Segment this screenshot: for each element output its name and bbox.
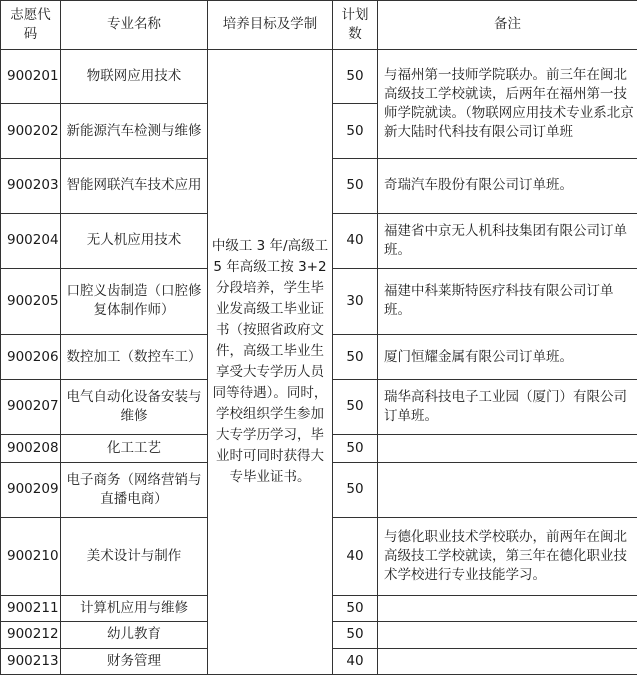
row-remark: 厦门恒耀金属有限公司订单班。 [378, 335, 637, 380]
row-plan: 40 [333, 517, 378, 595]
row-major: 计算机应用与维修 [61, 595, 208, 621]
row-remark: 与德化职业技术学校联办，前两年在闽北高级技工学校就读，第三年在德化职业技术学校进行专业技能学习。 [378, 517, 637, 595]
row-remark: 福建省中京无人机科技集团有限公司订单班。 [378, 213, 637, 268]
row-plan: 50 [333, 434, 378, 462]
row-plan: 40 [333, 648, 378, 674]
row-plan: 50 [333, 380, 378, 435]
row-major: 新能源汽车检测与维修 [61, 104, 208, 159]
header-code: 志愿代码 [1, 1, 61, 50]
row-plan: 30 [333, 268, 378, 335]
row-code: 900205 [1, 268, 61, 335]
row-major: 化工工艺 [61, 434, 208, 462]
row-plan: 50 [333, 622, 378, 648]
header-remark: 备注 [378, 1, 637, 50]
row-code: 900203 [1, 159, 61, 214]
row-major: 电子商务（网络营销与直播电商） [61, 463, 208, 518]
row-plan: 40 [333, 213, 378, 268]
row-remark [378, 648, 637, 674]
row-plan: 50 [333, 335, 378, 380]
row-plan: 50 [333, 463, 378, 518]
row-major: 电气自动化设备安装与维修 [61, 380, 208, 435]
row-remark [378, 434, 637, 462]
header-plan: 计划数 [333, 1, 378, 50]
row-code: 900202 [1, 104, 61, 159]
row-plan: 50 [333, 104, 378, 159]
row-major: 无人机应用技术 [61, 213, 208, 268]
row-remark: 福建中科莱斯特医疗科技有限公司订单班。 [378, 268, 637, 335]
table-row [1, 49, 637, 104]
header-row [1, 1, 637, 50]
row-remark [378, 463, 637, 518]
row-remark [378, 622, 637, 648]
row-code: 900210 [1, 517, 61, 595]
training-goal-cell: 中级工 3 年/高级工 5 年高级工按 3+2 分段培养，学生毕业发高级工毕业证书（按照省政府文件，高级工毕业生享受大专学历人员同等待遇）。同时，学校组织学生参加大专学历学习，毕业时可同时获得大专毕业证书。 [208, 49, 333, 674]
row-remark: 与福州第一技师学院联办。前三年在闽北高级技工学校就读，后两年在福州第一技师学院就读。（物联网应用技术专业系北京新大陆时代科技有限公司订单班 [378, 49, 637, 158]
row-remark: 瑞华高科技电子工业园（厦门）有限公司订单班。 [378, 380, 637, 435]
row-major: 幼儿教育 [61, 622, 208, 648]
row-major: 物联网应用技术 [61, 49, 208, 104]
row-code: 900206 [1, 335, 61, 380]
row-plan: 50 [333, 159, 378, 214]
row-code: 900209 [1, 463, 61, 518]
row-code: 900213 [1, 648, 61, 674]
row-code: 900212 [1, 622, 61, 648]
row-plan: 50 [333, 595, 378, 621]
row-code: 900211 [1, 595, 61, 621]
row-plan: 50 [333, 49, 378, 104]
row-major: 数控加工（数控车工） [61, 335, 208, 380]
header-major: 专业名称 [61, 1, 208, 50]
row-code: 900201 [1, 49, 61, 104]
row-major: 财务管理 [61, 648, 208, 674]
row-major: 美术设计与制作 [61, 517, 208, 595]
row-code: 900204 [1, 213, 61, 268]
row-major: 口腔义齿制造（口腔修复体制作师） [61, 268, 208, 335]
row-code: 900207 [1, 380, 61, 435]
header-goal: 培养目标及学制 [208, 1, 333, 50]
row-remark: 奇瑞汽车股份有限公司订单班。 [378, 159, 637, 214]
row-major: 智能网联汽车技术应用 [61, 159, 208, 214]
row-code: 900208 [1, 434, 61, 462]
row-remark [378, 595, 637, 621]
